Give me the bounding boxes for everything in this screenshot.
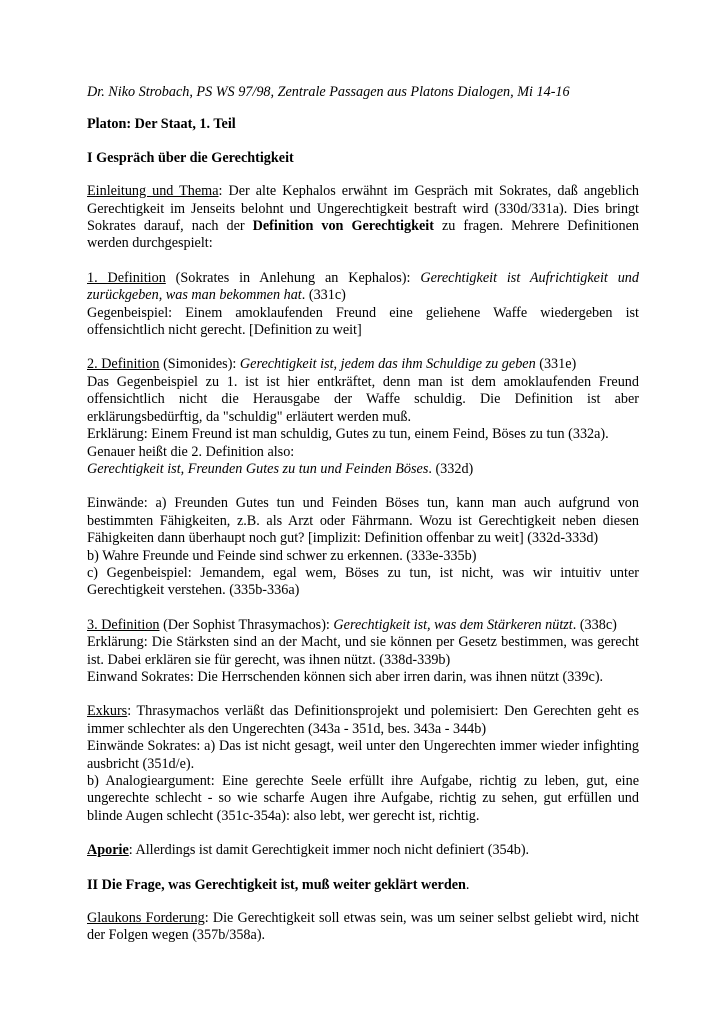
definition-3-objection: Einwand Sokrates: Die Herrschenden können sich aber irren darin, was ihnen nützt (339c).: [87, 668, 604, 685]
definition-1-label: 1. Definition: [87, 269, 166, 286]
exkurs-objection-a: Einwände Sokrates: a) Das ist nicht gesagt, weil unter den Ungerechten immer wieder infighting ausbricht (351d/e).: [87, 738, 639, 772]
exkurs-block: [87, 703, 639, 825]
definition-2-genauer: Genauer heißt die 2. Definition also:: [87, 443, 295, 460]
objection-c: c) Gegenbeispiel: Jemandem, egal wem, Böses zu tun, ist nicht, was wir intuitiv unter Gerechtigkeit verstehen. (335b-336a): [87, 564, 639, 599]
definition-1-block: [87, 270, 639, 340]
glaukon-label: Glaukons Forderung: [87, 910, 205, 927]
definition-1-text: Gerechtigkeit ist Aufrichtigkeit und zurückgeben, was man bekommen hat: [87, 269, 639, 304]
section-2-heading: [87, 877, 639, 894]
exkurs-line: [87, 703, 639, 738]
definition-1-line: [87, 270, 639, 305]
definition-2-block: [87, 356, 639, 478]
objection-a: Einwände: a) Freunden Gutes tun und Feinden Böses tun, kann man auch aufgrund von bestimmten Fähigkeiten, z.B. als Arzt oder Fährmann. Wozu ist Gerechtigkeit neben diesen Fähigkeiten dann überhaupt noch gut? [implizit: Definition offenbar zu weit] (332d-333d): [87, 495, 639, 547]
definition-3-line: [87, 617, 639, 634]
definition-3-label: 3. Definition: [87, 616, 160, 633]
definition-2-source: (Simonides):: [159, 356, 240, 373]
section-1-heading: I Gespräch über die Gerechtigkeit: [87, 149, 294, 166]
definition-2-ref: (331e): [535, 356, 577, 373]
intro-label: Einleitung und Thema: [87, 183, 219, 200]
definition-3-source: (Der Sophist Thrasymachos):: [159, 616, 334, 633]
definition-2-label: 2. Definition: [87, 356, 160, 373]
exkurs-text-1: : Thrasymachos verläßt das Definitionsprojekt und polemisiert: Den Gerechten geht es immer schlechter als den Ungerechten (343a - 351d, bes. 343a - 344b): [87, 703, 639, 737]
definition-3-block: [87, 617, 639, 687]
aporie-paragraph: [87, 842, 639, 859]
glaukon-paragraph: [87, 910, 639, 945]
definition-3-ref: . (338c): [572, 616, 617, 633]
aporie-text: : Allerdings ist damit Gerechtigkeit immer noch nicht definiert (354b).: [128, 842, 530, 859]
definition-1-counterexample: Gegenbeispiel: Einem amoklaufenden Freund eine geliehene Waffe wiedergeben ist offensichtlich nicht gerecht. [Definition zu weit]: [87, 304, 639, 339]
exkurs-label: Exkurs: [87, 703, 128, 720]
intro-paragraph: [87, 183, 639, 253]
aporie-label: Aporie: [87, 842, 129, 859]
glaukon-text: : Die Gerechtigkeit soll etwas sein, was um seiner selbst geliebt wird, nicht der Folgen wegen (357b/358a).: [87, 910, 639, 944]
definition-3-text: Gerechtigkeit ist, was dem Stärkeren nützt: [333, 616, 573, 633]
document-page: [87, 84, 639, 962]
document-header: Dr. Niko Strobach, PS WS 97/98, Zentrale Passagen aus Platons Dialogen, Mi 14-16: [87, 84, 570, 100]
objection-b: b) Wahre Freunde und Feinde sind schwer zu erkennen. (333e-335b): [87, 547, 477, 564]
definition-2-explanation: Das Gegenbeispiel zu 1. ist ist hier entkräftet, denn man ist dem amoklaufenden Freund offensichtlich nicht die Herausgabe der Waffe schuldig. Die Definition ist aber erklärungsbedürftig, da "schuldig" erläutert werden muß.: [87, 373, 639, 425]
definition-1-source: (Sokrates in Anlehung an Kephalos):: [165, 269, 421, 286]
definition-2-line: [87, 356, 639, 373]
definition-2-refined-ref: . (332d): [428, 460, 474, 477]
section-2-heading-period: .: [465, 876, 470, 893]
definition-2-refined: [87, 461, 639, 478]
document-title: Platon: Der Staat, 1. Teil: [87, 116, 236, 133]
exkurs-objection-b: b) Analogieargument: Eine gerechte Seele erfüllt ihre Aufgabe, richtig zu leben, gut, eine ungerechte schlecht - so wie scharfe Augen ihre Aufgabe, richtig zu sehen, gut erfüllen und blinde Augen schlecht (351c-354a): also lebt, wer gerecht ist, richtig.: [87, 773, 639, 824]
definition-1-ref: . (331c): [301, 287, 346, 304]
intro-text-1: : Der alte Kephalos erwähnt im Gespräch mit Sokrates, daß angeblich Gerechtigkeit im Jenseits belohnt und Ungerechtigkeit bestraft wird (330d/331a). Dies bringt Sokrates darauf, nach der: [87, 183, 639, 235]
definition-3-explanation: Erklärung: Die Stärksten sind an der Macht, und sie können per Gesetz bestimmen, was gerecht ist. Dabei erklären sie für gerecht, was ihnen nützt. (338d-339b): [87, 634, 639, 668]
section-2-heading-text: II Die Frage, was Gerechtigkeit ist, muß weiter geklärt werden: [87, 876, 466, 893]
intro-bold-term: Definition von Gerechtigkeit: [252, 218, 434, 235]
definition-2-erklaerung: Erklärung: Einem Freund ist man schuldig, Gutes zu tun, einem Feind, Böses zu tun (332a).: [87, 426, 609, 443]
definition-2-text: Gerechtigkeit ist, jedem das ihm Schuldige zu geben: [239, 356, 536, 373]
intro-text-2: zu fragen. Mehrere Definitionen werden durchgespielt:: [87, 218, 639, 252]
objections-block: [87, 495, 639, 599]
definition-2-refined-text: Gerechtigkeit ist, Freunden Gutes zu tun und Feinden Böses: [87, 460, 429, 477]
